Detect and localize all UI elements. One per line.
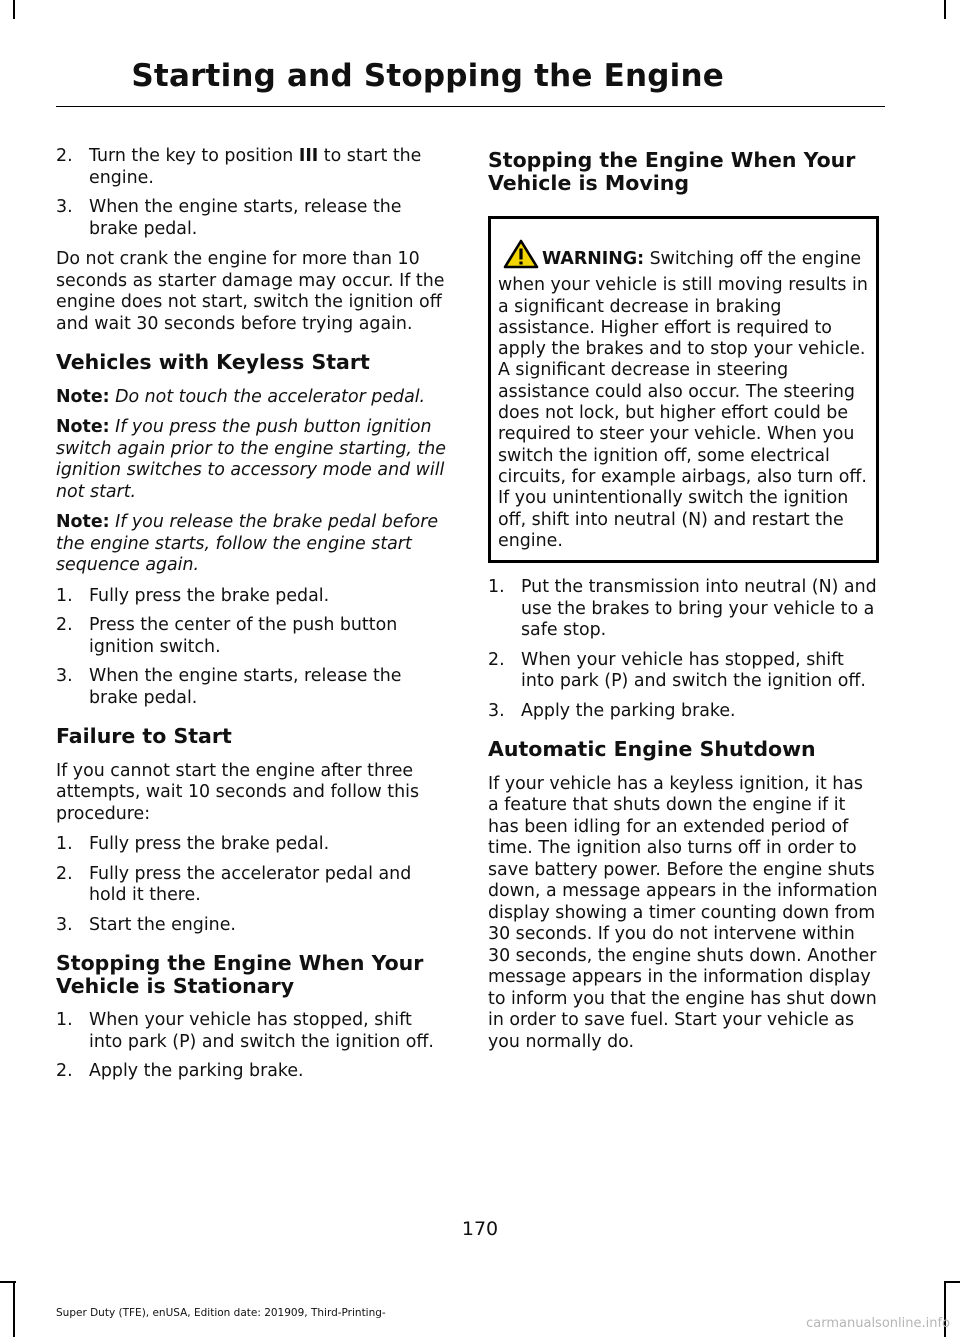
page-number: 170 — [461, 1218, 499, 1240]
step-text: When the engine starts, release the brake pedal. — [89, 197, 402, 239]
right-column — [488, 146, 879, 1062]
keyless-steps-list — [56, 586, 446, 710]
page-title: Starting and Stopping the Engine — [131, 58, 724, 94]
step-number: 1. — [56, 585, 73, 606]
step-number: 3. — [56, 666, 73, 686]
step-number: 3. — [56, 914, 73, 935]
note — [56, 512, 446, 577]
step-text: When the engine starts, release the brake pedal. — [89, 666, 402, 708]
failure-heading: Failure to Start — [56, 724, 232, 748]
note — [56, 417, 446, 503]
note-text: If you press the push button ignition switch again prior to the engine starting, the ignition switches to accessory mode and will not start. — [56, 417, 447, 502]
list-item — [56, 1010, 446, 1053]
stationary-heading: Stopping the Engine When Your Vehicle is Stationary — [56, 951, 424, 998]
crop-mark-top-left — [13, 0, 15, 19]
list-item — [56, 666, 446, 709]
step-number: 2. — [56, 863, 73, 884]
step-text: When your vehicle has stopped, shift into park (P) and switch the ignition off. — [521, 649, 866, 692]
failure-paragraph: If you cannot start the engine after three attempts, wait 10 seconds and follow this procedure: — [56, 760, 420, 824]
warning-text: Switching off the engine when your vehicle is still moving results in a significant decrease in braking assistance. Higher effort is required to apply the brakes and to stop your vehicle. A significant decrease in steering assistance could also occur. The steering does not lock, but higher effort could be required to steer your vehicle. When you switch the ignition off, some electrical circuits, for example airbags, also turn off. If you unintentionally switch the ignition off, shift into neutral (N) and restart the engine. — [498, 249, 868, 551]
step-text: Fully press the accelerator pedal and hold it there. — [89, 863, 412, 905]
list-item — [56, 586, 446, 608]
list-item — [56, 864, 446, 907]
list-item — [488, 577, 879, 642]
warning-box — [488, 216, 879, 563]
step-number: 2. — [56, 615, 73, 635]
moving-heading: Stopping the Engine When Your Vehicle is Moving — [488, 148, 856, 195]
edition-footer: Super Duty (TFE), enUSA, Edition date: 201909, Third-Printing- — [56, 1307, 386, 1319]
list-item — [56, 834, 446, 856]
step-text: Turn the key to position — [89, 146, 299, 166]
key-position: III — [298, 146, 319, 166]
list-item — [488, 701, 879, 723]
step-text: Put the transmission into neutral (N) and use the brakes to bring your vehicle to a safe stop. — [521, 577, 877, 641]
crop-mark-bottom-right — [944, 1281, 960, 1283]
step-number: 3. — [488, 700, 505, 721]
watermark[interactable]: carmanualsonline.info — [806, 1316, 950, 1331]
step-text: Start the engine. — [89, 914, 236, 935]
step-number: 1. — [488, 577, 505, 598]
step-text: Fully press the brake pedal. — [89, 834, 330, 854]
step-text: to start the engine. — [89, 146, 422, 188]
crank-paragraph: Do not crank the engine for more than 10 seconds as starter damage may occur. If the engine does not start, switch the ignition off and wait 30 seconds before trying again. — [56, 249, 445, 334]
step-number: 2. — [56, 1061, 73, 1081]
note-label: Note: — [56, 512, 110, 532]
moving-steps-list — [488, 577, 879, 722]
shutdown-heading: Automatic Engine Shutdown — [488, 737, 816, 762]
note-label: Note: — [56, 417, 110, 437]
step-number: 3. — [56, 197, 73, 217]
note-text: If you release the brake pedal before the engine starts, follow the engine start sequence again. — [56, 512, 439, 575]
step-number: 2. — [488, 649, 505, 670]
step-text: Press the center of the push button ignition switch. — [89, 615, 398, 657]
note — [56, 387, 446, 409]
shutdown-paragraph: If your vehicle has a keyless ignition, it has a feature that shuts down the engine if it has been idling for an extended period of time. The ignition also turns off in order to save battery power. Before the engine shuts down, a message appears in the information display showing a timer counting down from 30 seconds. If you do not intervene within 30 seconds, the engine shuts down. Another message appears in the information display to inform you that the engine has shut down in order to save fuel. Start your vehicle as you normally do. — [488, 773, 878, 1052]
list-item — [56, 146, 446, 189]
keyless-heading: Vehicles with Keyless Start — [56, 350, 370, 374]
list-item — [56, 197, 446, 240]
note-label: Note: — [56, 386, 110, 407]
crop-mark-bottom-left-vertical — [13, 1281, 15, 1337]
left-column — [56, 146, 446, 1092]
note-text: Do not touch the accelerator pedal. — [109, 386, 426, 407]
list-item — [56, 615, 446, 658]
stationary-steps-list — [56, 1010, 446, 1083]
step-text: Fully press the brake pedal. — [89, 585, 330, 606]
step-number: 2. — [56, 146, 73, 166]
failure-steps-list — [56, 834, 446, 936]
crop-mark-top-right — [944, 0, 946, 19]
step-number: 1. — [56, 1010, 73, 1030]
step-text: When your vehicle has stopped, shift into park (P) and switch the ignition off. — [89, 1010, 434, 1052]
start-steps-list — [56, 146, 446, 240]
step-number: 1. — [56, 834, 73, 854]
list-item — [488, 650, 879, 693]
list-item — [56, 1061, 446, 1083]
step-text: Apply the parking brake. — [521, 700, 736, 721]
warning-label: WARNING: — [542, 249, 645, 269]
step-text: Apply the parking brake. — [89, 1061, 304, 1081]
header-rule — [56, 106, 885, 107]
list-item — [56, 915, 446, 937]
warning-triangle-icon — [503, 239, 539, 275]
